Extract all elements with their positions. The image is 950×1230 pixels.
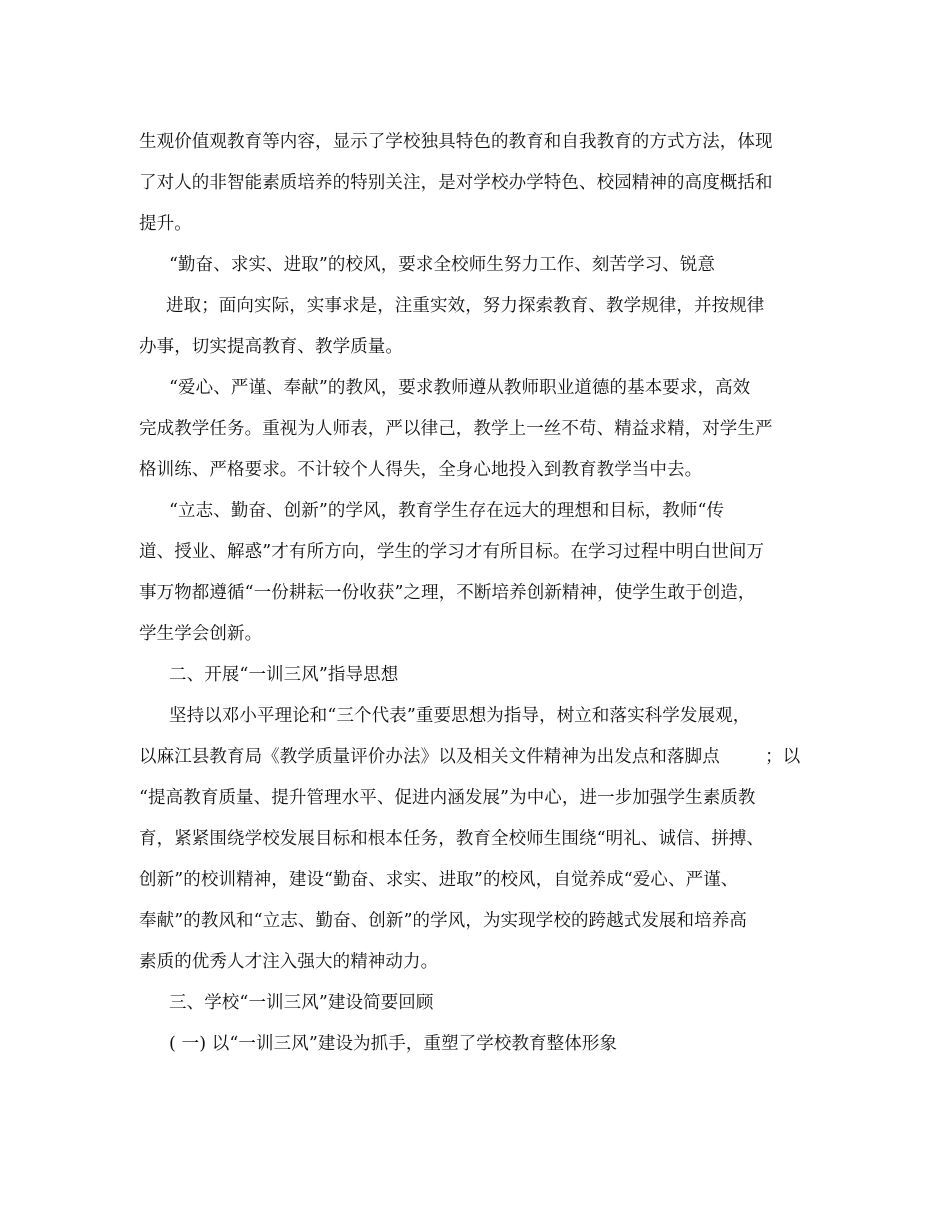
text-line: 以麻江县教育局《教学质量评价办法》以及相关文件精神为出发点和落脚点 ；以 [139,747,801,767]
section-heading: 三、学校“一训三风”建设简要回顾 [169,993,434,1013]
text-line: 育，紧紧围绕学校发展目标和根本任务，教育全校师生围绕“明礼、诚信、拼搏、 [139,829,765,849]
text-line: “提高教育质量、提升管理水平、促进内涵发展”为中心，进一步加强学生素质教 [139,788,756,808]
paragraph-start-line: 坚持以邓小平理论和“三个代表”重要思想为指导，树立和落实科学发展观， [169,706,751,726]
text-line: 提升。 [139,214,192,234]
text-line: 进取；面向实际，实事求是，注重实效，努力探索教育、教学规律，并按规律 [166,296,765,316]
paragraph-start-line: “勤奋、求实、进取”的校风，要求全校师生努力工作、刻苦学习、锐意 [169,255,716,275]
text-line: 道、授业、解惑”才有所方向，学生的学习才有所目标。在学习过程中明白世间万 [139,542,765,562]
text-line: 格训练、严格要求。不计较个人得失，全身心地投入到教育教学当中去。 [139,460,703,480]
paragraph-start-line: “立志、勤奋、创新”的学风，教育学生存在远大的理想和目标，教师“传 [169,501,725,521]
text-line: 办事，切实提高教育、教学质量。 [139,337,403,357]
text-line: 奉献”的教风和“立志、勤奋、创新”的学风，为实现学校的跨越式发展和培养高 [139,911,747,931]
text-line: 素质的优秀人才注入强大的精神动力。 [139,952,439,972]
text-line: 学生学会创新。 [139,624,263,644]
subsection-heading: ( 一) 以“一训三风”建设为抓手，重塑了学校教育整体形象 [169,1034,618,1054]
paragraph-start-line: “爱心、严谨、奉献”的教风，要求教师遵从教师职业道德的基本要求，高效 [169,378,751,398]
section-heading: 二、开展“一训三风”指导思想 [169,665,399,685]
text-line: 创新”的校训精神，建设“勤奋、求实、进取”的校风，自觉养成“爱心、严谨、 [139,870,739,890]
text-line: 了对人的非智能素质培养的特别关注，是对学校办学特色、校园精神的高度概括和 [139,173,773,193]
text-line: 事万物都遵循“一份耕耘一份收获”之理，不断培养创新精神，使学生敢于创造， [139,583,756,603]
text-line: 完成教学任务。重视为人师表，严以律己，教学上一丝不苟、精益求精，对学生严 [139,419,773,439]
text-line: 生观价值观教育等内容，显示了学校独具特色的教育和自我教育的方式方法，体现 [139,132,773,152]
